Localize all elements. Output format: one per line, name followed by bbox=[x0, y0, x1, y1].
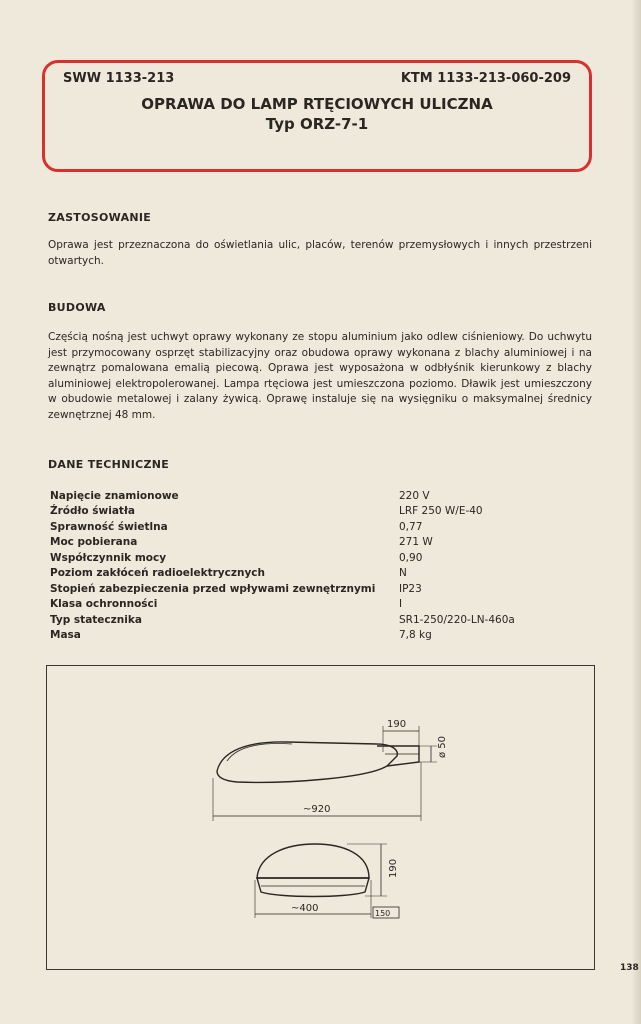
page-edge bbox=[631, 0, 641, 1024]
spec-value: N bbox=[399, 567, 407, 579]
document-title: OPRAWA DO LAMP RTĘCIOWYCH ULICZNA bbox=[141, 95, 493, 113]
luminaire-drawing-svg bbox=[47, 666, 593, 968]
spec-label: Źródło światła bbox=[50, 505, 135, 517]
side-view-body bbox=[217, 742, 397, 782]
end-view bbox=[255, 844, 399, 918]
spec-value: SR1-250/220-LN-460a bbox=[399, 614, 515, 626]
page-number: 138 bbox=[620, 963, 639, 973]
construction-heading: BUDOWA bbox=[48, 301, 106, 314]
standard-code-left: SWW 1133-213 bbox=[63, 71, 175, 86]
spec-row bbox=[50, 552, 570, 567]
spec-value: 7,8 kg bbox=[399, 629, 432, 641]
spec-label: Typ statecznika bbox=[50, 614, 142, 626]
usage-text: Oprawa jest przeznaczona do oświetlania ulic, placów, terenów przemysłowych i innych przestrzeni otwartych. bbox=[48, 239, 592, 267]
spec-label: Masa bbox=[50, 629, 81, 641]
spec-label: Napięcie znamionowe bbox=[50, 490, 179, 502]
spec-value: LRF 250 W/E-40 bbox=[399, 505, 483, 517]
end-view-bowl bbox=[257, 878, 369, 897]
side-view-housing-top bbox=[227, 744, 292, 761]
spec-row bbox=[50, 583, 570, 598]
spec-label: Moc pobierana bbox=[50, 536, 138, 548]
spec-row bbox=[50, 521, 570, 536]
spec-label: Klasa ochronności bbox=[50, 598, 158, 610]
spec-value: 271 W bbox=[399, 536, 433, 548]
usage-heading: ZASTOSOWANIE bbox=[48, 211, 152, 224]
dim-label-length: ~920 bbox=[303, 804, 331, 815]
technical-drawing bbox=[46, 665, 595, 970]
spec-row bbox=[50, 505, 570, 520]
dim-label-diameter: ø 50 bbox=[437, 735, 448, 758]
document-type: Typ ORZ-7-1 bbox=[265, 115, 369, 133]
spec-value: 0,77 bbox=[399, 521, 423, 533]
construction-text: Częścią nośną jest uchwyt oprawy wykonany ze stopu aluminium jako odlew ciśnieniowy. Do uchwytu jest przymocowany osprzęt stabilizacyjny oraz obudowa oprawy wykonana z blachy aluminiowej i na zewnątrz pomalowana emalią piecową. Oprawa jest wyposażona w odbłyśnik kierunkowy z blachy aluminiowej elektropolerowanej. Lampa rtęciowa jest umieszczona poziomo. Dławik jest umieszczony w obudowie metalowej i zalany żywicą. Oprawę instaluje się na wysięgniku o maksymalnej średnicy zewnętrznej 48 mm. bbox=[48, 331, 592, 421]
dim-label-150: 150 bbox=[375, 909, 391, 918]
dim-label-top-190: 190 bbox=[387, 719, 407, 730]
dim-label-height: 190 bbox=[388, 858, 399, 878]
spec-row bbox=[50, 536, 570, 551]
spec-value: 220 V bbox=[399, 490, 430, 502]
spec-label: Poziom zakłóceń radioelektrycznych bbox=[50, 567, 266, 579]
end-view-dome bbox=[257, 844, 369, 878]
spec-row bbox=[50, 490, 570, 505]
spec-row bbox=[50, 598, 570, 613]
spec-row bbox=[50, 567, 570, 582]
header-frame bbox=[42, 60, 592, 172]
technical-heading: DANE TECHNICZNE bbox=[48, 458, 170, 471]
spec-value: IP23 bbox=[399, 583, 422, 595]
standard-code-right: KTM 1133-213-060-209 bbox=[400, 71, 571, 86]
spec-value: I bbox=[399, 598, 403, 610]
dim-label-width: ~400 bbox=[291, 903, 319, 914]
spec-row bbox=[50, 614, 570, 629]
spec-label: Sprawność świetlna bbox=[50, 521, 168, 533]
spec-row bbox=[50, 629, 570, 644]
spec-label: Stopień zabezpieczenia przed wpływami zewnętrznymi bbox=[50, 583, 376, 595]
spec-label: Współczynnik mocy bbox=[50, 552, 167, 564]
spec-value: 0,90 bbox=[399, 552, 423, 564]
